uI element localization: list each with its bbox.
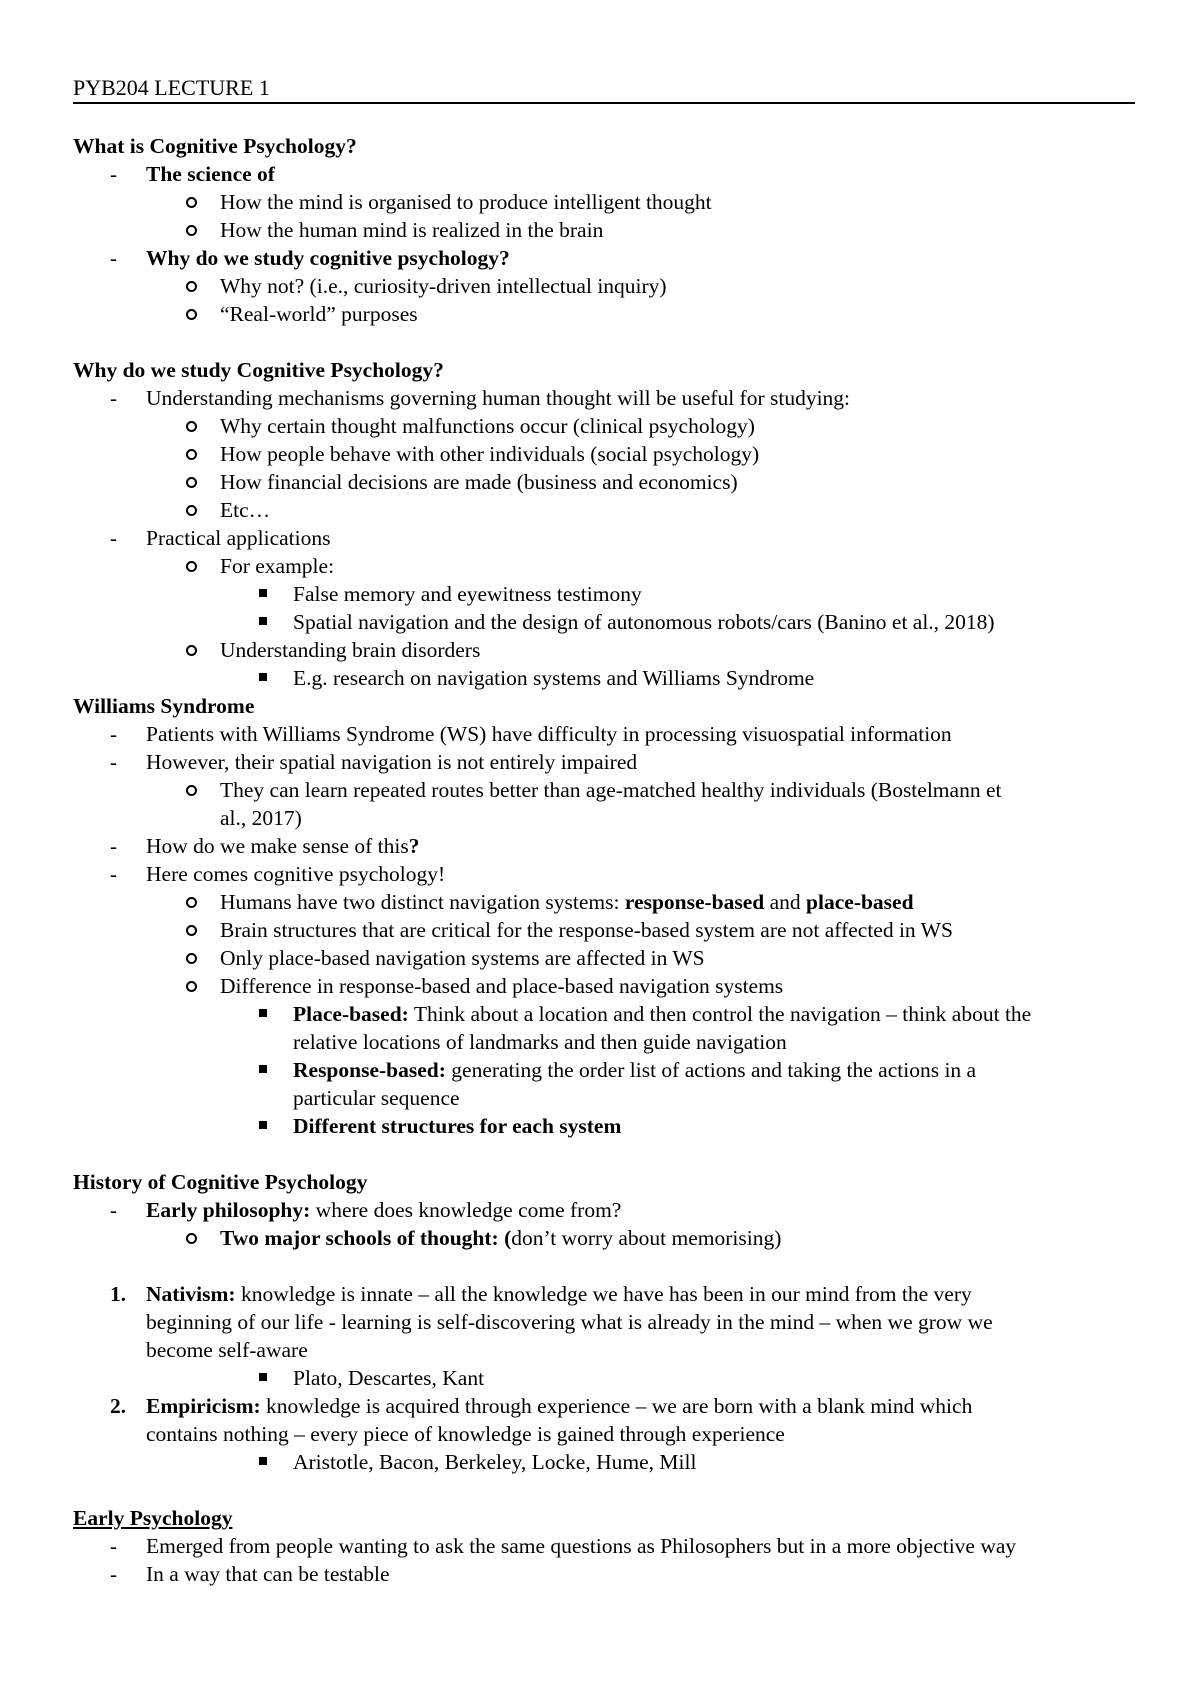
list-item: Plato, Descartes, Kant (0, 1364, 1200, 1392)
list-item: How financial decisions are made (business and economics) (0, 468, 1200, 496)
circle-bullet-icon (186, 421, 197, 432)
circle-bullet-icon (186, 309, 197, 320)
dash-bullet-icon: - (110, 1534, 117, 1558)
list-item: - In a way that can be testable (110, 1562, 390, 1586)
list-item: “Real-world” purposes (0, 300, 1200, 328)
section-heading: Williams Syndrome (73, 694, 255, 718)
list-item: Spatial navigation and the design of autonomous robots/cars (Banino et al., 2018) (0, 608, 1200, 636)
circle-bullet-icon (186, 785, 197, 796)
list-item: False memory and eyewitness testimony (0, 580, 1200, 608)
square-bullet-icon (259, 1009, 267, 1017)
dash-bullet-icon: - (110, 162, 117, 186)
list-item-continuation: particular sequence (293, 1086, 460, 1110)
circle-bullet-icon (186, 449, 197, 460)
section-why-study (0, 356, 1200, 384)
dash-bullet-icon: - (110, 750, 117, 774)
list-item: Etc… (0, 496, 1200, 524)
circle-bullet-icon (186, 281, 197, 292)
document-body (0, 132, 1200, 1588)
square-bullet-icon (259, 1457, 267, 1465)
section-heading: History of Cognitive Psychology (73, 1170, 368, 1194)
circle-bullet-icon (186, 645, 197, 656)
circle-bullet-icon (186, 981, 197, 992)
list-item: Brain structures that are critical for the response-based system are not affected in WS (0, 916, 1200, 944)
list-item: For example: (0, 552, 1200, 580)
circle-bullet-icon (186, 197, 197, 208)
circle-bullet-icon (186, 953, 197, 964)
section-early-psychology (0, 1504, 1200, 1532)
list-item-continuation: al., 2017) (220, 806, 302, 830)
list-item: - Here comes cognitive psychology! (110, 862, 446, 886)
list-item: How the human mind is realized in the brain (0, 216, 1200, 244)
list-item: - How do we make sense of this? (110, 834, 420, 858)
list-item: - Emerged from people wanting to ask the same questions as Philosophers but in a more objective way (110, 1534, 1017, 1558)
list-item: E.g. research on navigation systems and Williams Syndrome (0, 664, 1200, 692)
dash-bullet-icon: - (110, 722, 117, 746)
list-item: How people behave with other individuals (social psychology) (0, 440, 1200, 468)
square-bullet-icon (259, 1065, 267, 1073)
square-bullet-icon (259, 589, 267, 597)
list-item-continuation: relative locations of landmarks and then guide navigation (293, 1030, 787, 1054)
circle-bullet-icon (186, 225, 197, 236)
list-item-continuation: contains nothing – every piece of knowledge is gained through experience (146, 1422, 785, 1446)
list-item: - Why do we study cognitive psychology? (110, 246, 510, 270)
list-item: Aristotle, Bacon, Berkeley, Locke, Hume, Mill (0, 1448, 1200, 1476)
circle-bullet-icon (186, 505, 197, 516)
list-item: Two major schools of thought: (don’t worry about memorising) (0, 1224, 1200, 1252)
list-item: Humans have two distinct navigation systems: response-based and place-based (0, 888, 1200, 916)
dash-bullet-icon: - (110, 246, 117, 270)
list-item: They can learn repeated routes better than age-matched healthy individuals (Bostelmann et (0, 776, 1200, 804)
list-item: Difference in response-based and place-based navigation systems (0, 972, 1200, 1000)
list-item: - However, their spatial navigation is not entirely impaired (110, 750, 638, 774)
section-heading: Why do we study Cognitive Psychology? (73, 358, 444, 382)
section-williams (0, 692, 1200, 720)
section-heading: What is Cognitive Psychology? (73, 134, 357, 158)
section-history (0, 1168, 1200, 1196)
circle-bullet-icon (186, 561, 197, 572)
circle-bullet-icon (186, 1233, 197, 1244)
dash-bullet-icon: - (110, 1562, 117, 1586)
list-item-continuation: beginning of our life - learning is self-discovering what is already in the mind – when we grow we (146, 1310, 993, 1334)
square-bullet-icon (259, 1121, 267, 1129)
square-bullet-icon (259, 1373, 267, 1381)
circle-bullet-icon (186, 925, 197, 936)
list-item: - Patients with Williams Syndrome (WS) have difficulty in processing visuospatial information (110, 722, 952, 746)
list-item: Why not? (i.e., curiosity-driven intellectual inquiry) (0, 272, 1200, 300)
list-item: - The science of (110, 162, 275, 186)
dash-bullet-icon: - (110, 834, 117, 858)
list-item: Only place-based navigation systems are affected in WS (0, 944, 1200, 972)
numbered-item: 2. Empiricism: knowledge is acquired through experience – we are born with a blank mind which (110, 1394, 973, 1418)
section-heading: Early Psychology (73, 1506, 233, 1530)
list-item: - Practical applications (110, 526, 331, 550)
list-number: 1. (110, 1282, 127, 1306)
list-item-continuation: become self-aware (146, 1338, 308, 1362)
list-item: - Early philosophy: where does knowledge come from? (110, 1198, 622, 1222)
circle-bullet-icon (186, 477, 197, 488)
list-item: Place-based: Think about a location and then control the navigation – think about the (0, 1000, 1200, 1028)
numbered-item: 1. Nativism: knowledge is innate – all the knowledge we have has been in our mind from the very (110, 1282, 972, 1306)
list-item: - Understanding mechanisms governing human thought will be useful for studying: (110, 386, 851, 410)
dash-bullet-icon: - (110, 526, 117, 550)
page-header: PYB204 LECTURE 1 (73, 74, 1135, 104)
square-bullet-icon (259, 673, 267, 681)
list-item: Why certain thought malfunctions occur (clinical psychology) (0, 412, 1200, 440)
list-item: Understanding brain disorders (0, 636, 1200, 664)
dash-bullet-icon: - (110, 862, 117, 886)
square-bullet-icon (259, 617, 267, 625)
list-number: 2. (110, 1394, 127, 1418)
list-item: How the mind is organised to produce intelligent thought (0, 188, 1200, 216)
list-item: Response-based: generating the order list of actions and taking the actions in a (0, 1056, 1200, 1084)
section-what-is (0, 132, 1200, 160)
dash-bullet-icon: - (110, 1198, 117, 1222)
list-item: Different structures for each system (0, 1112, 1200, 1140)
circle-bullet-icon (186, 897, 197, 908)
dash-bullet-icon: - (110, 386, 117, 410)
